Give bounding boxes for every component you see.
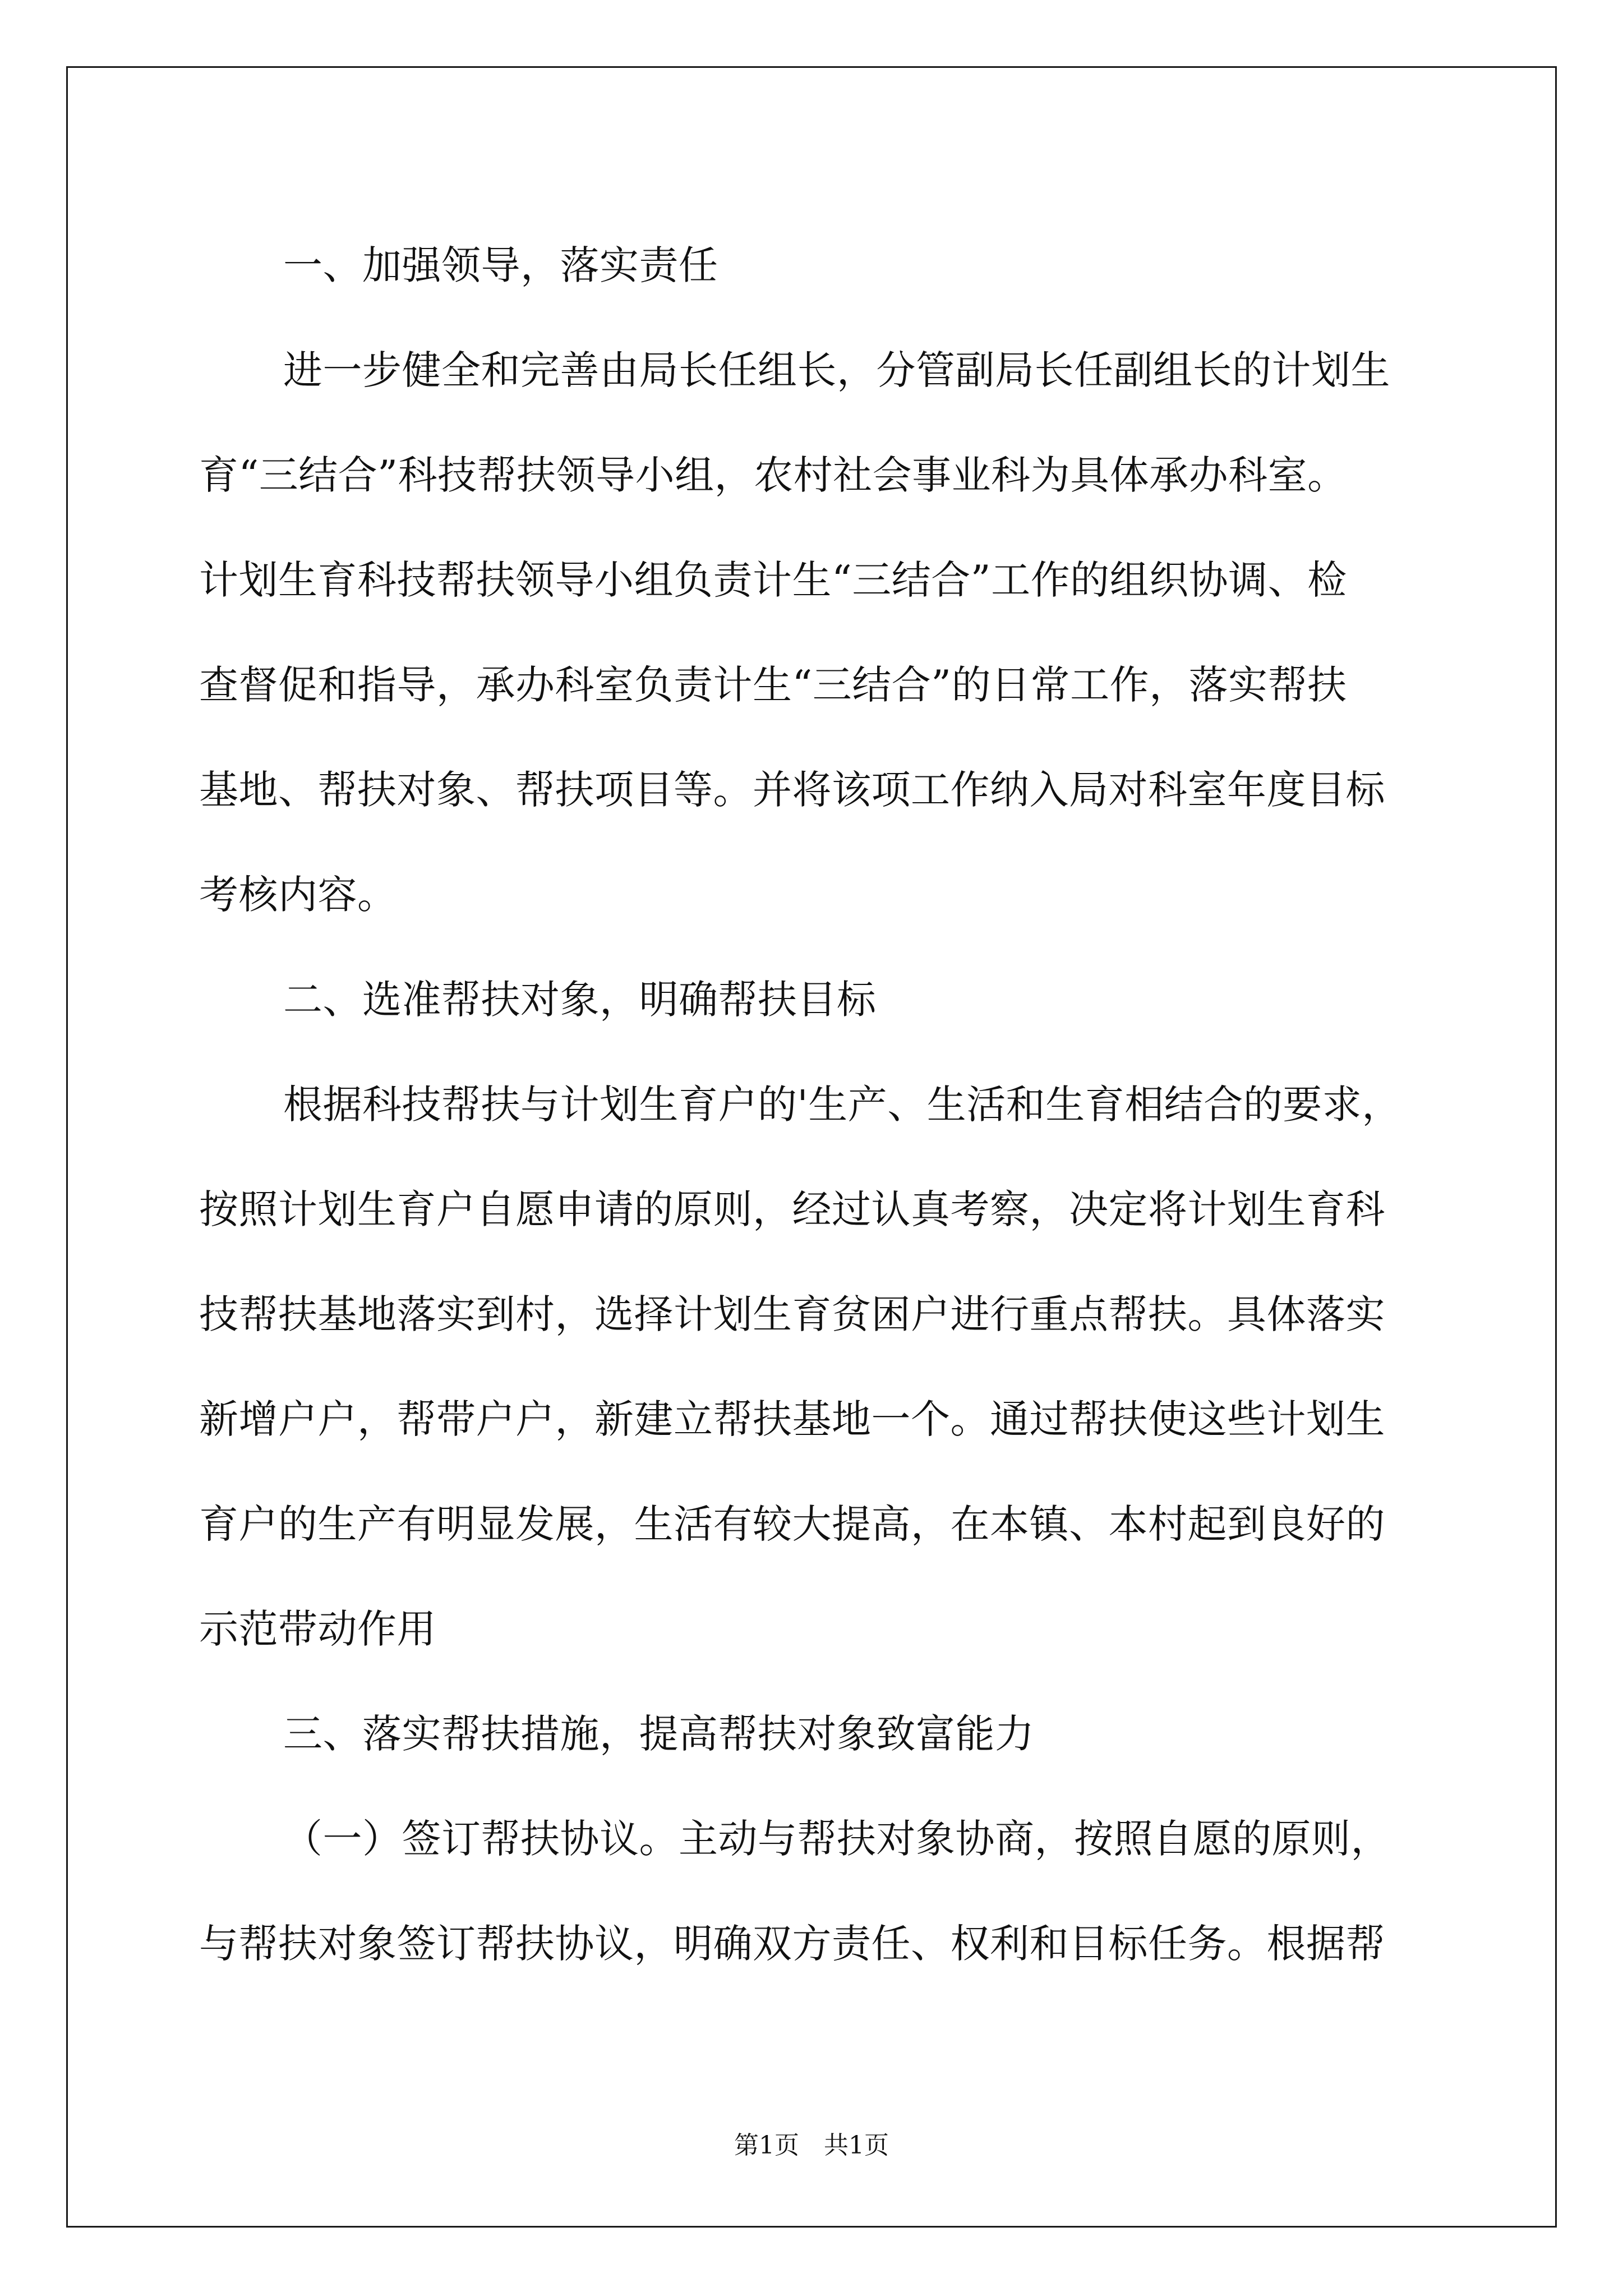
paragraph-line: 基地、帮扶对象、帮扶项目等。并将该项工作纳入局对科室年度目标 [199, 767, 1385, 813]
paragraph-line: （一）签订帮扶协议。主动与帮扶对象协商，按照自愿的原则， [283, 1816, 1390, 1862]
paragraph-line: 查督促和指导，承办科室负责计生“三结合”的日常工作，落实帮扶 [199, 662, 1347, 708]
paragraph-line: 考核内容。 [199, 872, 397, 918]
document-body [199, 213, 1427, 1996]
section-heading-1: 一、加强领导，落实责任 [283, 242, 718, 288]
paragraph-line: 示范带动作用 [199, 1606, 436, 1652]
page-footer: 第1页 共1页 [734, 2131, 889, 2160]
paragraph-line: 技帮扶基地落实到村，选择计划生育贫困户进行重点帮扶。具体落实 [199, 1291, 1385, 1337]
paragraph-line: 根据科技帮扶与计划生育户的'生产、生活和生育相结合的要求， [283, 1082, 1401, 1128]
section-heading-3: 三、落实帮扶措施，提高帮扶对象致富能力 [283, 1711, 1035, 1757]
section-heading-2: 二、选准帮扶对象，明确帮扶目标 [283, 977, 877, 1023]
paragraph-line: 进一步健全和完善由局长任组长，分管副局长任副组长的计划生 [283, 347, 1390, 393]
paragraph-line: 育户的生产有明显发展，生活有较大提高，在本镇、本村起到良好的 [199, 1501, 1385, 1547]
paragraph-line: 新增户户，帮带户户，新建立帮扶基地一个。通过帮扶使这些计划生 [199, 1396, 1385, 1442]
paragraph-line: 计划生育科技帮扶领导小组负责计生“三结合”工作的组织协调、检 [199, 557, 1347, 603]
paragraph-line: 按照计划生育户自愿申请的原则，经过认真考察，决定将计划生育科 [199, 1186, 1385, 1232]
paragraph-line: 育“三结合”科技帮扶领导小组，农村社会事业科为具体承办科室。 [199, 452, 1347, 498]
paragraph-line: 与帮扶对象签订帮扶协议，明确双方责任、权利和目标任务。根据帮 [199, 1921, 1385, 1967]
